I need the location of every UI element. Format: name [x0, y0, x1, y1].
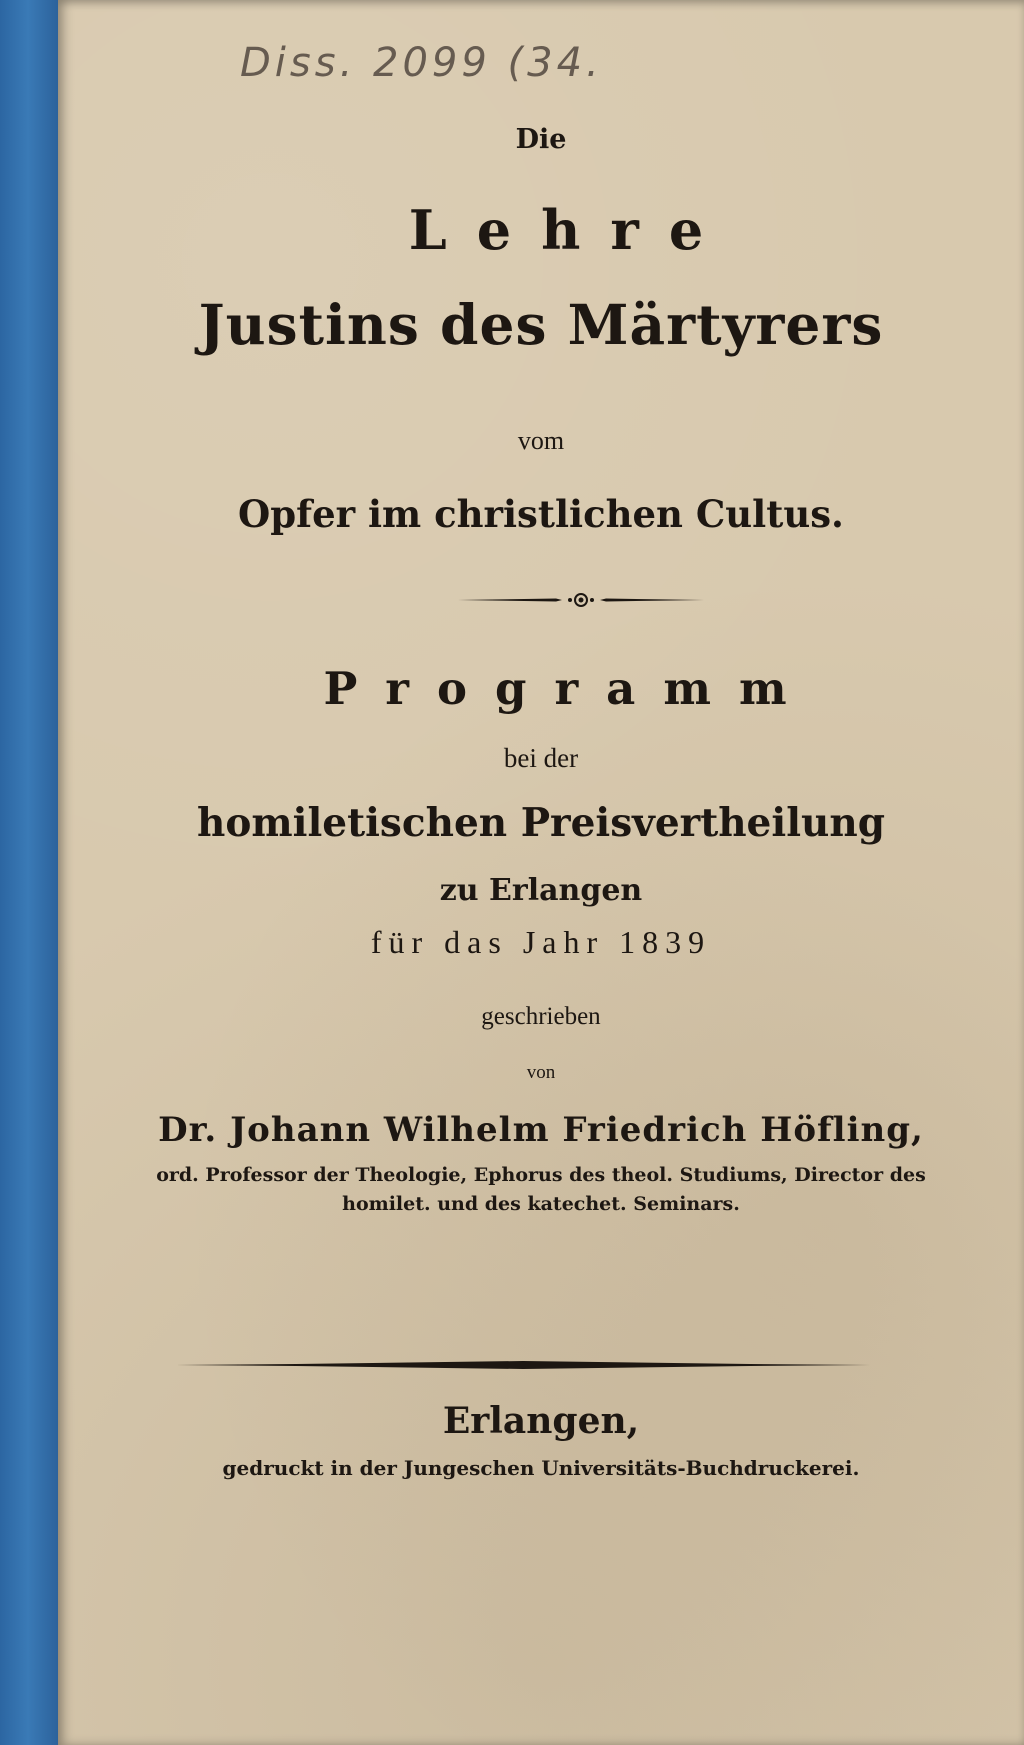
- handwritten-shelfmark: Diss. 2099 (34.: [240, 40, 603, 86]
- title-article: Die: [515, 124, 567, 155]
- author-name: Dr. Johann Wilhelm Friedrich Höfling,: [158, 1110, 924, 1150]
- program-heading: Programm: [323, 662, 815, 715]
- title-main: Lehre: [408, 198, 734, 262]
- program-year: für das Jahr 1839: [370, 924, 712, 960]
- program-place: zu Erlangen: [439, 873, 643, 908]
- title-preposition: vom: [517, 426, 565, 455]
- imprint-city: Erlangen,: [442, 1400, 640, 1442]
- by-label: von: [526, 1062, 556, 1083]
- imprint-printer: gedruckt in der Jungeschen Universitäts-Buchdruckerei.: [222, 1456, 860, 1480]
- ornament-divider: [458, 591, 704, 609]
- thick-rule-divider: [176, 1360, 870, 1370]
- title-page: [58, 0, 1024, 1745]
- blue-spine-strip: [0, 0, 62, 1745]
- author-credentials-line-1: ord. Professor der Theologie, Ephorus des theol. Studiums, Director des: [156, 1164, 926, 1186]
- title-topic: Opfer im christlichen Cultus.: [238, 492, 844, 536]
- title-subject: Justins des Märtyrers: [198, 292, 884, 357]
- written-label: geschrieben: [481, 1003, 601, 1030]
- program-event: homiletischen Preisvertheilung: [197, 800, 885, 846]
- program-bei-der: bei der: [503, 743, 579, 773]
- author-credentials-line-2: homilet. und des katechet. Seminars.: [342, 1193, 740, 1215]
